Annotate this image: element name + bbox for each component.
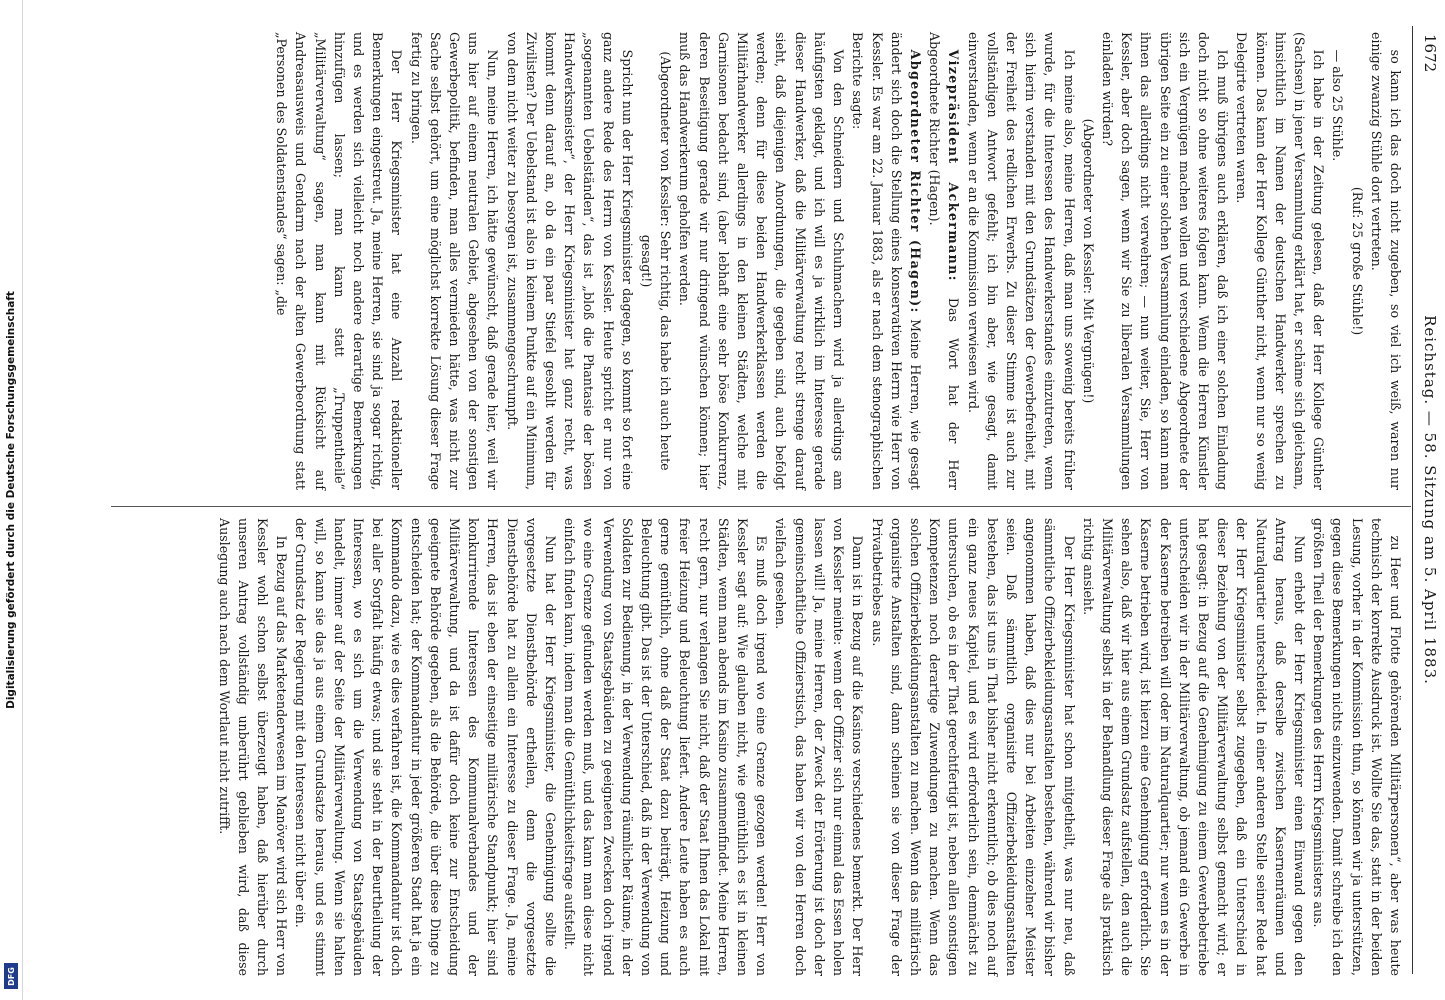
header-rule	[1412, 26, 1413, 974]
paragraph: In Bezug auf das Marketenderwesen im Manöver wird sich Herr von Kessler wohl schon selbst überzeugt haben, daß hierüber durch unseren Antrag vollständig unberührt geblieben wird, daß diese Auslegung auch nach dem Wortlaut nicht zutrifft.	[216, 518, 290, 976]
running-head	[1415, 26, 1445, 974]
speaker-name: Vizepräsident Ackermann:	[946, 49, 962, 282]
paragraph: zu Heer und Flotte gehörenden Militärpersonen“, aber was heute technisch der korrekte Ausdruck ist. Wollte Sie das, statt in der beiden Lesung, vorher in der Kommission thun, so können wir ja unterstützen, gegen diese Bemerkungen nichts einzuwenden. Damit schreibe ich den größten Theil der Bemerkungen des Herrn Kriegsministers aus.	[1311, 518, 1403, 976]
right-column	[214, 518, 1405, 976]
paragraph: Der Herr Kriegsminister hat schon mitgetheilt, was nur neu, daß sämmtliche Offizierbekleidungsanstalten bestehen, während wir bisher angenommen haben, daß dies nur bei Arbeiten einzelner Meister seien. Daß sämmtlich organisirte Offizierbekleidungsanstalten bestehen, das ist uns in That bisher nicht erkenntlich; ob dies noch auf ein ganz neues Kapitel, und es wird erforderlich sein, demnächst zu untersuchen, ob es in der That gerechtfertigt ist, neben allen sonstigen Kompetenzen noch derartige Zuwendungen zu machen. Wenn das solchen Offizierbekleidungsanstalten zu machen. Wenn das militärisch organisirte Anstalten sind, dann scheinen sie von dieser Frage der Privatbetriebes aus.	[869, 518, 1077, 976]
paragraph: Ich meine also, meine Herren, daß man uns sowenig bereits früher wurde, für die Interessen des Handwerkerstandes einzutreten, wenn sich hierin verstanden mit den Grundsätzen der Gewerbefreiheit, mit der Freiheit des redlichen Erwerbs. Zu dieser Stimme ist auch zur vollständigen Antwort gefehlt; ich bin aber, wie gesagt, damit einverstanden, wenn er an die Kommission verwiesen wird.	[965, 32, 1077, 490]
paragraph: — also 25 Stühle.	[1330, 49, 1346, 162]
paragraph: Spricht nun der Herr Kriegsminister dagegen, so kommt so fort eine ganz andere Rede des Herrn von Kessler. Heute spricht er nur von „sogenannten Uebelständen“, das ist „bloß die Phantasie der bösen Handwerksmeister“, der Herr Kriegsminister hat ganz recht, was kommt denn darauf an, ob da ein paar Stiefel gesohlt werden für Zivilisten? Der Uebelstand ist also in keinem Punkte auf ein Minimum, von dem nicht weiter zu besorgen ist, zusammengeschrumpft.	[504, 32, 635, 490]
speech-text: Das Wort hat der Herr Abgeordnete Richter (Hagen).	[927, 32, 962, 490]
left-column	[272, 32, 1405, 490]
interjection: (Ruf: 25 große Stühle!)	[1349, 186, 1365, 336]
speech-text: Meine Herren, wie gesagt ändert sich doch die Stellung eines konservativen Herrn wie Herr von Kessler. Es war am 22. Januar 1883, als er nach dem stenographischen Berichte sagte:	[850, 32, 923, 490]
paragraph: Ich muß übrigens auch erklären, daß ich einer solchen Einladung doch nicht so ohne weiteres folgen kann. Wenn die Herren Künstler sich ein Vergnügen machen wollen und verschiedene Abgeordnete der übrigen Seite ein zu einer solchen Versammlung einladen, so kann man ihnen das allerdings nicht verwehren; — nun weiter, Sie, Herr von Kessler, aber doch sagen, wenn wir Sie zu liberalen Versammlungen einladen würden?	[1099, 32, 1231, 491]
paragraph: Nun erhebt der Herr Kriegsminister einen Einwand gegen den Antrag heraus, daß derselbe zwischen Kasernenräumen und Naturalquartier unterscheidet. In einer anderen Stelle seiner Rede hat der Herr Kriegsminister selbst zugegeben, daß ein Unterschied in dieser Beziehung von der Militärverwaltung selbst gemacht wird; er hat gesagt: in Bezug auf die Genehmigung zu einem Gewerbebetriebe unterscheiden wir in der Militärverwaltung, ob jemand ein Gewerbe in der Kaserne betreiben will oder im Naturalquartier; nur wenn es in der Kaserne betrieben wird, ist hierzu eine Genehmigung erforderlich. Sie sehen also, daß wir hier aus einem Grundsatz aufstellen, den auch die Militärverwaltung selbst in der Behandlung dieser Frage als praktisch richtig ansieht.	[1080, 518, 1307, 976]
page-title: Reichstag. — 58. Sitzung am 5. April 1883.	[1421, 315, 1439, 685]
scanned-page-viewport	[100, 26, 1445, 974]
interjection: (Abgeordneter von Kessler: Sehr richtig, das habe ich auch heute gesagt!)	[639, 51, 674, 471]
page-number: 1672	[1421, 34, 1439, 73]
digitization-credit: Digitalisierung gefördert durch die Deutsche Forschungsgemeinschaft	[5, 291, 17, 709]
dfg-logo-icon: DFG	[4, 963, 18, 989]
interjection: (Abgeordneter von Kessler: Mit Vergnügen!)	[1080, 118, 1096, 404]
speaker-name: Abgeordneter Richter (Hagen):	[907, 49, 923, 314]
paragraph: Von den Schneidern und Schuhmachern wird ja allerdings am häufigsten geklagt, und ich will es ja wirklich im Interesse gerade dieser Handwerker, daß die Militärverwaltung recht strenge darauf sieht, daß diejenigen Anordnungen, die gegeben sind, auch befolgt werden; denn für diese beiden Handwerkerklassen werden die Militärhandwerker allerdings in den kleinen Städten, welche mit Garnisonen bedacht sind, (aber lebhaft eine sehr böse Konkurrenz, deren Beseitigung gerade wir nur dringend wünschen können; hier muß das Handwerkerum geholfen werden.	[677, 32, 847, 490]
column-divider	[111, 506, 1411, 507]
paragraph: Nun hat der Herr Kriegsminister, die Genehmigung sollte die vorgesetzte Dienstbehörde ertheilen, denn die vorgesetzte Dienstbehörde hat zu allein ein Interesse zu dieser Frage. Ja, meine Herren, das ist eben der einseitige militärische Standpunkt; hier sind konkurrirende Interessen des Kommunalverbandes und der Militärverwaltung, und da ist dafür doch keine zur Entscheidung geeignete Behörde gegeben, als die Behörde, die über diese Dinge zu entscheiden hat; der Kommandantur in jeder größeren Stadt hat ja ein Kommando dazu, wie es dies verfahren ist, die Kommandantur ist doch bei aller Sorgfalt häufig etwas; und sie steht in der Beurtheilung der Interessen, wo es sich um die Verwendung von Staatsgebäuden handelt, immer auf der Seite der Militärverwaltung. Wenn sie halten will, so kann sie das ja aus einem Grundsatze heraus, und es stimmt der Grundsatz der Regierung mit den Interessen nicht über ein.	[293, 518, 559, 976]
speaker-paragraph	[848, 32, 925, 490]
paragraph: Dann ist in Bezug auf die Kasinos verschiedenes bemerkt. Der Herr von Kessler meinte: wenn der Offizier sich nur einmal das Essen holen lassen will! Ja, meine Herren, der Zweck der Erörterung ist doch der gemeinschaftliche Offizierstisch, das haben wir von den Herren doch vielfach gesehen.	[773, 518, 866, 976]
speaker-paragraph	[925, 32, 963, 490]
paragraph: Der Herr Kriegsminister hat eine Anzahl redaktioneller Bemerkungen eingestreut. Ja, meine Herren, sie sind ja sogar richtig, und es werden sich vielleicht noch andere derartige Bemerkungen hinzufügen lassen; man kann statt „Truppentheile“ „Militärverwaltung“ sagen, man kann mit Rücksicht auf Andreasausweis und Gendarm nach der alten Gewerbeordnung statt „Personen des Soldatenstandes“ sagen: „die	[274, 32, 405, 490]
paragraph: so kann ich das doch nicht zugeben, so viel ich weiß, waren nur einige zwanzig Stühle dort vertreten.	[1368, 32, 1403, 490]
paragraph: Es muß doch irgend wo eine Grenze gezogen werden! Herr von Kessler sagt auf: Wie glauben nicht, wie gemüthlich es ist in kleinen Städten, wenn man abends im Kasino zusammenfindet. Meine Herren, recht gern, nur verlangen Sie nicht, daß der Staat Ihnen das Lokal mit freier Heizung und Beleuchtung liefert. Andere Leute haben es auch gerne gemüthlich, ohne daß der Staat dazu beiträgt, Heizung und Beleuchtung gibt. Das ist der Unterschied, daß in der Verwendung von Soldaten zur Bedienung, in der Verwendung räumlicher Räume, in der Verwendung von Staatsgebäuden zu geeigneten Zwecken doch irgend wo eine Grenze gefunden werden muß, und das kann man diese nicht einfach finden kann, indem man die Gemüthlichkeitsfrage aufstellt.	[562, 518, 770, 976]
scanned-page	[100, 26, 1445, 974]
paragraph: Ich habe in der Zeitung gelesen, daß der Herr Kollege Günther (Sachsen) in jener Versammlung erklärt hat, er schäme sich gleichsam, hinsichtlich im Namen der deutschen Handwerker sprechen zu können. Das kann der Herr Kollege Günther nicht, wenn nur so wenig Delegirte vertreten waren.	[1234, 32, 1327, 490]
digitization-credit-strip	[0, 0, 23, 1000]
paragraph: Nun, meine Herren, ich hätte gewünscht, daß gerade hier, weil wir uns hier auf einem neutralen Gebiet, abgesehen von der sonstigen Gewerbepolitik, befinden, man alles vermieden hätte, was nicht zur Sache selbst gehört, um eine möglichst korrekte Lösung dieser Frage fertig zu bringen.	[408, 32, 501, 490]
